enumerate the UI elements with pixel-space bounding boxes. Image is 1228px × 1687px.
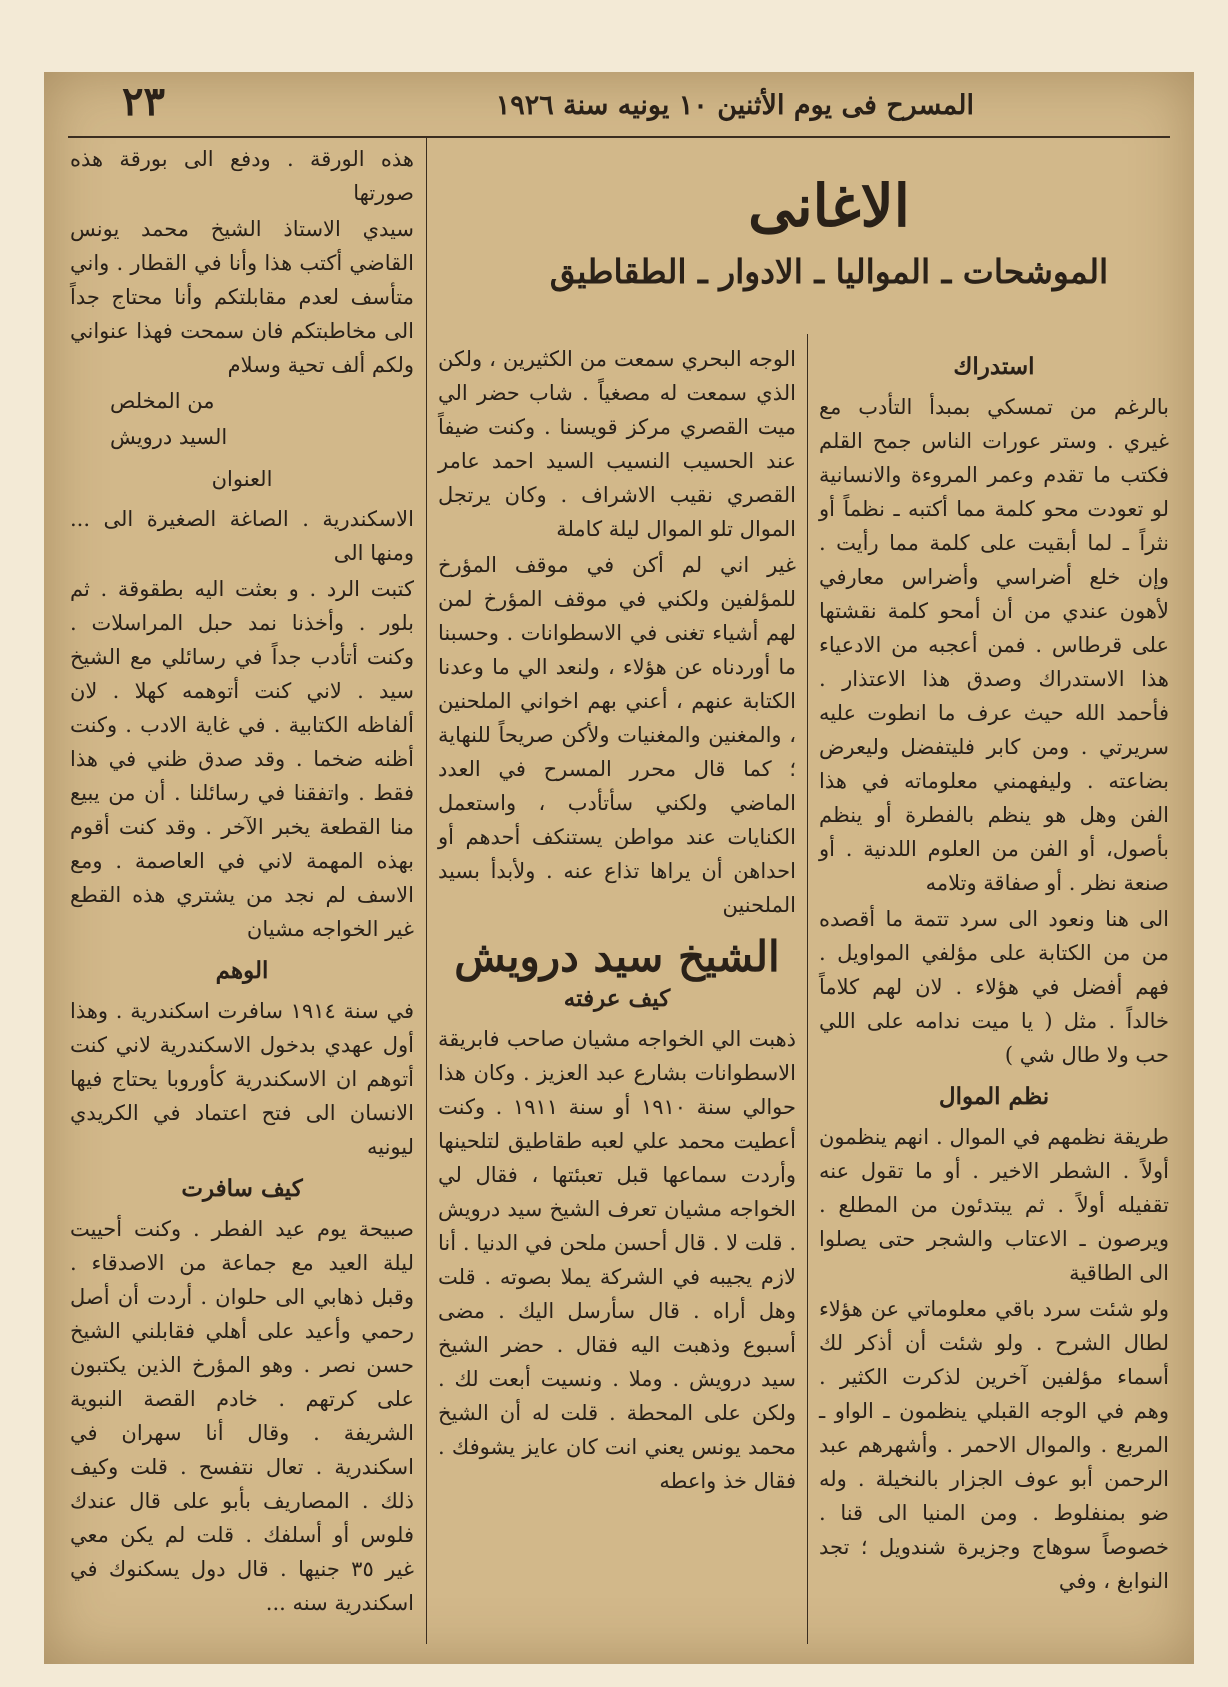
paragraph: غير اني لم أكن في موقف المؤرخ للمؤلفين ولكني في موقف المؤرخ لمن لهم أشياء تغنى في الاسطوانات . وحسبنا ما أوردناه عن هؤلاء ، ولنعد الي ما وعدنا الكتابة عنهم ، أعني بهم اخواني الملحنين ، والمغنين والمغنيات ولأكن صريحاً للنهاية ؛ كما قال محرر المسرح في العدد الماضي ولكني سأتأدب ، واستعمل الكنايات عند مواطن يستنكف أحدهم أو احداهن أن يراها تذاع عنه . ولأبدأ بسيد الملحنين (438, 553, 796, 917)
paragraph: بالرغم من تمسكي بمبدأ التأدب مع غيري . وستر عورات الناس جمح القلم فكتب ما تقدم وعمر المروءة والانسانية لو تعودت محو كلمة مما أكتبه ـ نظماً أو نثراً ـ لما أبقيت على كلمة مما رأيت . وإن خلع أضراسي وأضراس معارفي لأهون عندي من أن أمحو كلمة نقشتها على قرطاس . فمن أعجبه من الادعياء هذا الاستدراك وصدق هذا الاعتذار . فأحمد الله حيث عرف ما انطوت عليه سريرتي . ومن كابر فليتفضل وليعرض بضاعته . وليفهمني معلوماته في هذا الفن وهل هو ينظم بالفطرة أو ينظم بأصول، أو الفن من العلوم اللدنية . أو صنعة نظر . أو صفاقة وتلامه (819, 395, 1169, 895)
section-title-sayed-darwish: الشيخ سيد درويش (454, 932, 780, 981)
header-title: المسرح فى يوم الأثنين ١٠ يونيه سنة ١٩٢٦ (495, 90, 974, 121)
section-heading-istidrak: استدراك (953, 353, 1035, 380)
column-divider-right (807, 334, 808, 1644)
letter-closing: من المخلص (110, 389, 215, 413)
middle-column (438, 342, 796, 1500)
paragraph: الى هنا ونعود الى سرد تتمة ما أقصده من من الكتابة على مؤلفي المواويل . فهم أفضل في هؤلاء . لان لهم كلاماً خالداً . مثل ( يا ميت ندامه على اللي حب ولا طال شي ) (819, 907, 1169, 1067)
letter-body: سيدي الاستاذ الشيخ محمد يونس القاضي أكتب هذا وأنا في القطار . واني متأسف لعدم مقابلتكم وأنا محتاج جداً الى مخاطبتكم فان سمحت فهذا عنواني ولكم ألف تحية وسلام (70, 217, 414, 377)
paragraph: في سنة ١٩١٤ سافرت اسكندرية . وهذا أول عهدي بدخول الاسكندرية لاني كنت أتوهم ان الاسكندرية كأوروبا يحتاج فيها الانسان الى فتح اعتماد في الكريدي ليونيه (70, 999, 414, 1159)
left-column (70, 142, 414, 1622)
page-header (44, 72, 1194, 142)
letter-signature: السيد درويش (110, 425, 228, 449)
paragraph: كتبت الرد . و بعثت اليه بطقوقة . ثم بلور . وأخذنا نمد حبل المراسلات . وكنت أتأدب جداً في رسائلي مع الشيخ سيد . لاني كنت أتوهمه كهلا . لان ألفاظه الكتابية . في غاية الادب . وكنت أظنه ضخما . وقد صدق ظني في هذا فقط . واتفقنا في رسائلنا . أن من يبيع منا القطعة يخبر الآخر . وقد كنت أقوم بهذه المهمة لاني في العاصمة . ومع الاسف لم نجد من يشتري هذه القطع غير الخواجه مشيان (70, 577, 414, 941)
page-number: ٢٣ (122, 78, 165, 125)
section-subtitle: كيف عرفته (563, 985, 671, 1012)
paragraph: صبيحة يوم عيد الفطر . وكنت أحييت ليلة العيد مع جماعة من الاصدقاء . وقبل ذهابي الى حلوان . أردت أن أصل رحمي وأعيد على أهلي فقابلني الشيخ حسن نصر . وهو المؤرخ الذين يكتبون على كرتهم . خادم القصة النبوية الشريفة . وقال أنا سهران في اسكندرية . تعال نتفسح . قلت وكيف ذلك . المصاريف بأبو على قال عندك فلوس أو أسلفك . قلت لم يكن معي غير ٣٥ جنيها . قال دول يسكنوك في اسكندرية سنه ... (70, 1217, 414, 1615)
section-heading-mawwal: نظم الموال (938, 1083, 1050, 1110)
address-label: العنوان (211, 467, 273, 491)
section-heading-travel: كيف سافرت (181, 1175, 303, 1202)
section-heading-wahm: الوهم (215, 957, 269, 984)
paragraph: ذهبت الي الخواجه مشيان صاحب فابريقة الاسطوانات بشارع عبد العزيز . وكان هذا حوالي سنة ١٩١٠ أو سنة ١٩١١ . وكنت أعطيت محمد علي لعبه طقاطيق لتلحينها وأردت سماعها قبل تعبئتها ، فقال لي الخواجه مشيان تعرف الشيخ سيد درويش . قلت لا . قال أحسن ملحن في الدنيا . أنا لازم يجيبه في الشركة يملا بصوته . قلت وهل أراه . قال سأرسل اليك . مضى أسبوع وذهبت اليه فقال . حضر الشيخ سيد درويش . وملا . ونسيت أبعت لك . ولكن على المحطة . قلت له أن الشيخ محمد يونس يعني انت كان عايز يشوفك . فقال خذ واعطه (438, 1027, 797, 1493)
newspaper-page (44, 72, 1194, 1664)
main-title: الاغانى (748, 172, 910, 240)
column-divider-left (426, 136, 427, 1644)
paragraph: طريقة نظمهم في الموال . انهم ينظمون أولاً . الشطر الاخير . أو ما تقول عنه تقفيله أولاً . ثم يبتدئون من المطلع . ويرصون ـ الاعتاب والشجر حتى يصلوا الى الطاقية (819, 1125, 1169, 1285)
main-subtitle: الموشحات ـ المواليا ـ الادوار ـ الطقاطيق (549, 252, 1109, 291)
paragraph: ولو شئت سرد باقي معلوماتي عن هؤلاء لطال الشرح . ولو شئت أن أذكر لك أسماء مؤلفين آخرين لذكرت الكثير . وهم في الوجه القبلي ينظمون ـ الواو ـ المربع . والموال الاحمر . وأشهرهم عبد الرحمن أبو عوف الجزار بالنخيلة . وله ضو بمنفلوط . ومن المنيا الى قنا . خصوصاً سوهاج وجزيرة شندويل ؛ تجد النوابغ ، وفي (819, 1297, 1169, 1593)
paragraph: هذه الورقة . ودفع الى بورقة هذه صورتها (70, 147, 414, 205)
header-rule (68, 136, 1170, 138)
right-column (819, 342, 1169, 1600)
paragraph: الوجه البحري سمعت من الكثيرين ، ولكن الذي سمعت له مصغياً . شاب حضر الي ميت القصري مركز قويسنا . وكنت ضيفاً عند الحسيب النسيب السيد احمد عامر القصري نقيب الاشراف . وكان يرتجل الموال تلو الموال ليلة كاملة (438, 347, 796, 541)
address-line: الاسكندرية . الصاغة الصغيرة الى ... ومنها الى (70, 507, 414, 565)
